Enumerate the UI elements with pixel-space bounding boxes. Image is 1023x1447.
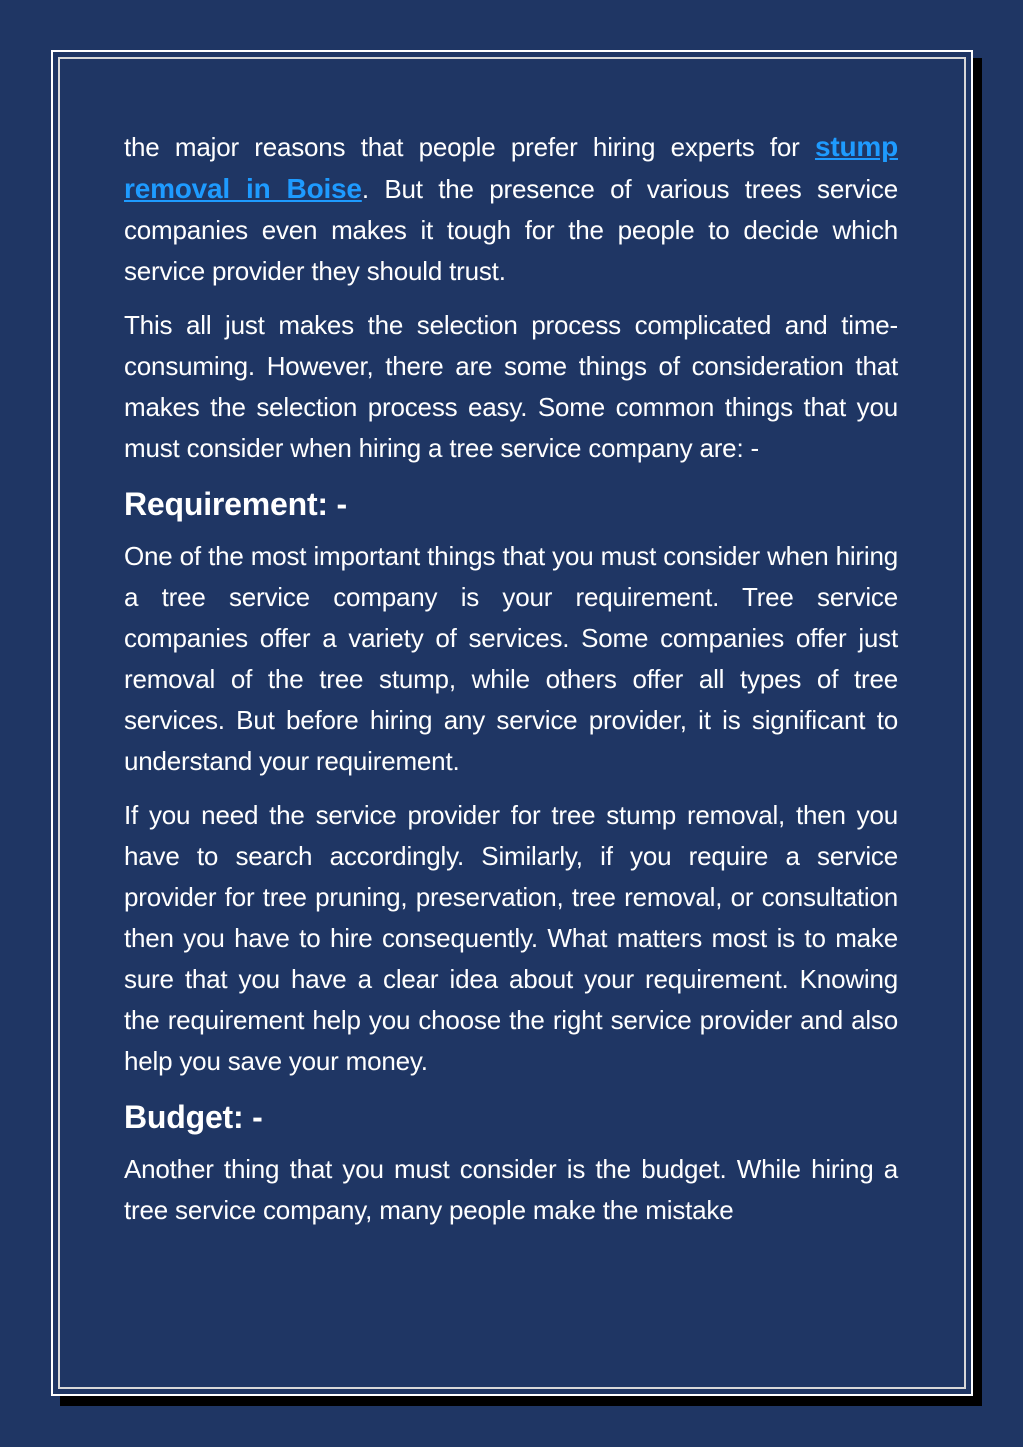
paragraph-requirement: One of the most important things that you must consider when hiring a tree service company is your requirement. Tree service companies offer a variety of services. Some companies offer just removal of the tree stump, while others offer all types of tree services. But before hiring any service provider, it is significant to understand your requirement. bbox=[124, 541, 898, 776]
heading-requirement: Requirement: - bbox=[124, 486, 347, 522]
paragraph-selection-process: This all just makes the selection process complicated and time-consuming. However, there are some things of consideration that makes the selection process easy. Some common things that you must consider when hiring a tree service company are: - bbox=[124, 310, 898, 463]
paragraph-requirement-details: If you need the service provider for tree stump removal, then you have to search accordingly. Similarly, if you require a service provider for tree pruning, preservation, tree removal, or consultation then you have to hire consequently. What matters most is to make sure that you have a clear idea about your requirement. Knowing the requirement help you choose the right service provider and also help you save your money. bbox=[124, 800, 898, 1076]
paragraph-intro-text-after: . But the presence of various trees service companies even makes it tough for the people to decide which service provider they should trust. bbox=[124, 174, 898, 286]
document-body bbox=[124, 126, 898, 1244]
paragraph-budget: Another thing that you must consider is the budget. While hiring a tree service company, many people make the mistake bbox=[124, 1154, 898, 1225]
heading-budget: Budget: - bbox=[124, 1099, 263, 1135]
stump-removal-link[interactable]: stump removal in Boise bbox=[124, 131, 898, 204]
paragraph-intro bbox=[124, 126, 898, 292]
paragraph-intro-text-before: the major reasons that people prefer hiring experts for bbox=[124, 132, 815, 162]
